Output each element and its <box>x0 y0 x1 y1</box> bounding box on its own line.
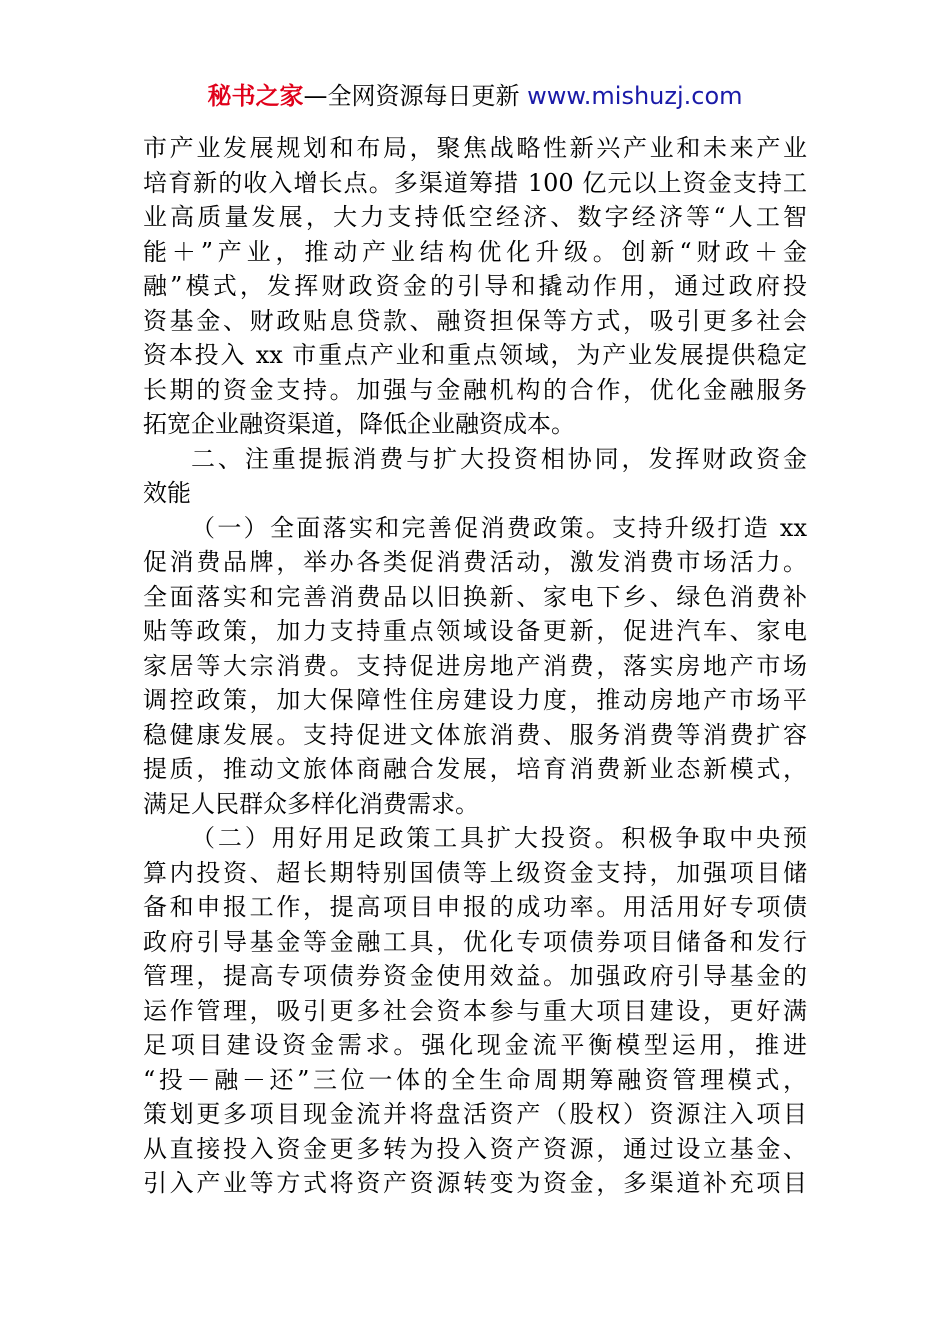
text-line: 策划更多项目现金流并将盘活资产（股权）资源注入项目 <box>143 1100 807 1128</box>
text-line: （二）用好用足政策工具扩大投资。积极争取中央预 <box>191 824 807 852</box>
text-line: 资基金、财政贴息贷款、融资担保等方式，吸引更多社会 <box>143 306 807 335</box>
text-line: 促消费品牌，举办各类促消费活动，激发消费市场活力。 <box>143 548 807 576</box>
text-line: 拓宽企业融资渠道，降低企业融资成本。 <box>143 410 575 438</box>
text-line: 融”模式，发挥财政资金的引导和撬动作用，通过政府投 <box>143 272 807 300</box>
paragraph <box>143 511 807 822</box>
text-line: 运作管理，吸引更多社会资本参与重大项目建设，更好满 <box>143 996 807 1025</box>
paragraph <box>143 821 807 1201</box>
text-line: 家居等大宗消费。支持促进房地产消费，落实房地产市场 <box>143 651 807 680</box>
text-line: 从直接投入资金更多转为投入资产资源，通过设立基金、 <box>143 1134 807 1163</box>
text-line: 管理，提高专项债券资金使用效益。加强政府引导基金的 <box>143 962 807 990</box>
text-line: 二、注重提振消费与扩大投资相协同，发挥财政资金 <box>191 444 807 473</box>
text-line: 资本投入 xx 市重点产业和重点领域，为产业发展提供稳定 <box>143 341 807 369</box>
text-line: 引入产业等方式将资产资源转变为资金，多渠道补充项目 <box>143 1169 807 1197</box>
text-line: 业高质量发展，大力支持低空经济、数字经济等“人工智 <box>143 203 807 231</box>
text-line: 政府引导基金等金融工具，优化专项债券项目储备和发行 <box>143 927 807 956</box>
text-line: 长期的资金支持。加强与金融机构的合作，优化金融服务 <box>143 375 807 404</box>
text-line: 贴等政策，加力支持重点领域设备更新，促进汽车、家电 <box>143 617 807 645</box>
text-line: 满足人民群众多样化消费需求。 <box>143 789 479 818</box>
text-line: 全面落实和完善消费品以旧换新、家电下乡、绿色消费补 <box>143 582 807 611</box>
text-line: 算内投资、超长期特别国债等上级资金支持，加强项目储 <box>143 858 807 887</box>
text-line: 效能 <box>143 479 191 507</box>
text-line: 提质，推动文旅体商融合发展，培育消费新业态新模式， <box>143 755 807 783</box>
section-heading <box>143 442 807 511</box>
text-line: 调控政策，加大保障性住房建设力度，推动房地产市场平 <box>143 686 807 714</box>
text-line: “投－融－还”三位一体的全生命周期筹融资管理模式， <box>143 1065 807 1094</box>
header-tagline: —全网资源每日更新 <box>303 82 528 110</box>
text-line: 能＋”产业，推动产业结构优化升级。创新“财政＋金 <box>143 237 807 266</box>
text-line: 足项目建设资金需求。强化现金流平衡模型运用，推进 <box>143 1031 807 1059</box>
header-brand: 秘书之家 <box>207 82 304 110</box>
paragraph <box>143 131 807 442</box>
text-line: 培育新的收入增长点。多渠道筹措 100 亿元以上资金支持工 <box>143 168 807 197</box>
text-line: 市产业发展规划和布局，聚焦战略性新兴产业和未来产业 <box>143 134 807 162</box>
text-line: 稳健康发展。支持促进文体旅消费、服务消费等消费扩容 <box>143 720 807 749</box>
page-header <box>0 80 950 112</box>
document-body <box>143 131 807 1201</box>
header-site-link[interactable]: www.mishuzj.com <box>527 82 743 110</box>
text-line: （一）全面落实和完善促消费政策。支持升级打造 xx <box>191 513 807 542</box>
text-line: 备和申报工作，提高项目申报的成功率。用活用好专项债 <box>143 893 807 921</box>
